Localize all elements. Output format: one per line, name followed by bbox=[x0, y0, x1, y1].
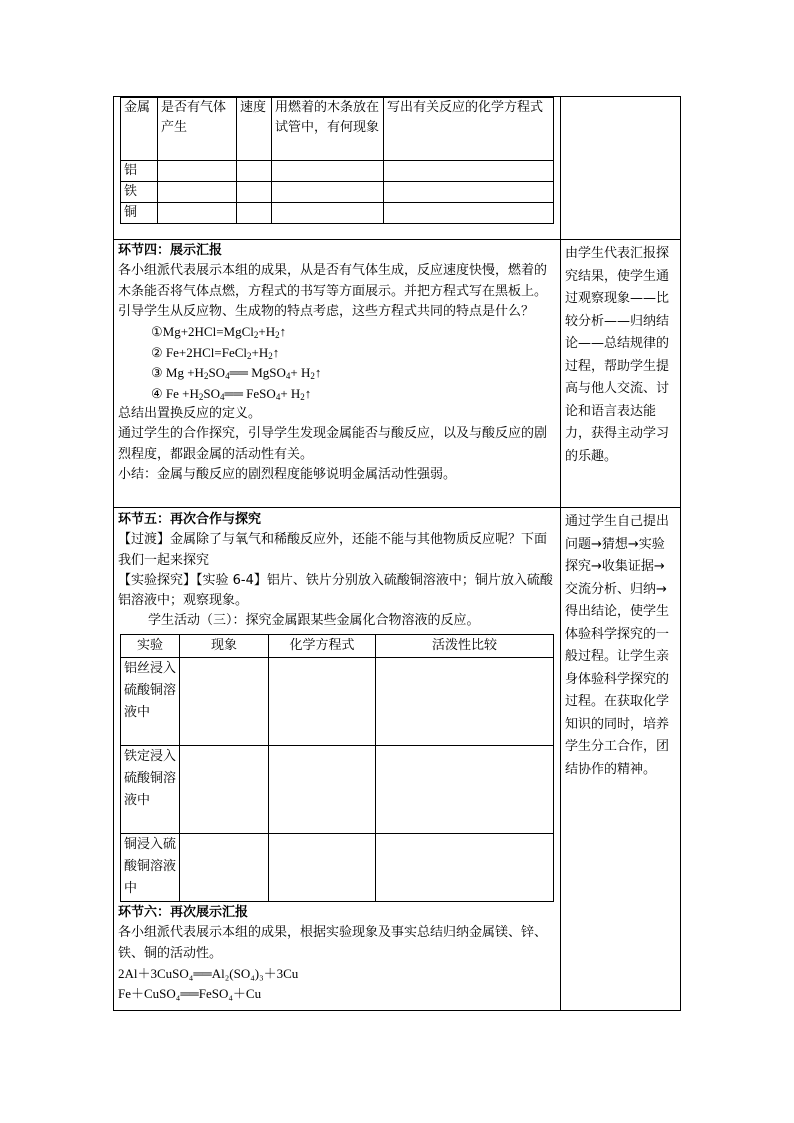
section-5-note: 通过学生自己提出问题→猜想→实验探究→收集证据→交流分析、归纳→得出结论，使学生体验科学探究的一般过程。让学生亲身体验科学探究的过程。在获取化学知识的同时，培养学生分工合作，团结协作的精神。 bbox=[565, 514, 670, 777]
row-label-cu: 铜 bbox=[121, 203, 158, 224]
experiment-text: 【实验探究】【实验 6-4】铝片、铁片分别放入硫酸铜溶液中；铜片放入硫酸铝溶液中；观察现象。 bbox=[118, 572, 553, 609]
lesson-plan-table bbox=[113, 96, 681, 1011]
section-5-title: 环节五：再次合作与探究 bbox=[118, 512, 262, 527]
header-speed: 速度 bbox=[237, 98, 272, 161]
transition-text: 【过渡】金属除了与氧气和稀酸反应外，还能不能与其他物质反应呢？下面我们一起来探究 bbox=[118, 532, 548, 568]
exp-row-2: 铁定浸入硫酸铜溶液中 bbox=[121, 746, 180, 834]
section-6-title: 环节六：再次展示汇报 bbox=[118, 905, 249, 920]
header-gas: 是否有气体产生 bbox=[158, 98, 237, 161]
header-splint: 用燃着的木条放在试管中，有何现象 bbox=[272, 98, 384, 161]
header-activity: 活泼性比较 bbox=[376, 635, 554, 658]
column-divider bbox=[560, 97, 561, 1010]
exp-row-3: 铜浸入硫酸铜溶液中 bbox=[121, 834, 180, 902]
header-metal: 金属 bbox=[121, 98, 158, 161]
equation-fe-cuso4: Fe＋CuSO₄══FeSO₄＋Cu bbox=[118, 986, 262, 1002]
equation-2: ② $Fe+2HCl=FeCl_2+H_2↑$ bbox=[151, 344, 280, 361]
equation-1: $①Mg+2HCl=MgCl_2+H_2↑$ bbox=[151, 324, 287, 341]
cooperation-line: 通过学生的合作探究，引导学生发现金属能否与酸反应，以及与酸反应的剧烈程度，都跟金属的活动性有关。 bbox=[118, 426, 548, 462]
row-divider bbox=[114, 507, 680, 508]
metal-acid-table bbox=[120, 97, 554, 224]
section-6 bbox=[118, 903, 556, 1005]
row-label-fe: 铁 bbox=[121, 182, 158, 203]
equation-list bbox=[118, 322, 556, 404]
equation-al-cuso4: 2Al＋3CuSO₄══Al₂(SO₄)₃＋3Cu bbox=[118, 965, 299, 981]
header-phenomenon: 现象 bbox=[180, 635, 269, 658]
section-4-title: 环节四：展示汇报 bbox=[118, 243, 223, 258]
exp-row-1: 铝丝浸入硫酸铜溶液中 bbox=[121, 658, 180, 746]
header-equation: 化学方程式 bbox=[269, 635, 376, 658]
definition-line: 总结出置换反应的定义。 bbox=[118, 406, 262, 422]
equation-4: ④ $Fe +H_2SO_4══$ FeSO$_4$+ $H_2↑$ bbox=[151, 385, 312, 402]
section-4-paragraph: 各小组派代表展示本组的成果，从是否有气体生成，反应速度快慢，燃着的木条能否将气体点燃，方程式的书写等方面展示。并把方程式写在黑板上。引导学生从反应物、生成物的特点考虑，这些方程式共同的特点是什么？ bbox=[118, 263, 548, 319]
section-4 bbox=[118, 241, 556, 485]
section-6-paragraph: 各小组派代表展示本组的成果，根据实验现象及事实总结归纳金属镁、锌、铁、铜的活动性。 bbox=[118, 925, 548, 961]
equation-3: ③ $Mg +H_2SO_4══$ MgSO$_4$+ $H_2↑$ bbox=[151, 365, 322, 382]
section-5 bbox=[118, 510, 556, 632]
header-equation: 写出有关反应的化学方程式 bbox=[384, 98, 554, 161]
row-divider bbox=[114, 239, 680, 240]
section-4-note: 由学生代表汇报探究结果，使学生通过观察现象——比较分析——归纳结论——总结规律的过程，帮助学生提高与他人交流、讨论和语言表达能力，获得主动学习的乐趣。 bbox=[565, 246, 670, 464]
activity-text: 学生活动（三）：探究金属跟某些金属化合物溶液的反应。 bbox=[148, 613, 480, 629]
metal-salt-table bbox=[120, 634, 554, 902]
row-label-al: 铝 bbox=[121, 161, 158, 182]
summary-line: 小结：金属与酸反应的剧烈程度能够说明金属活动性强弱。 bbox=[118, 467, 457, 483]
header-experiment: 实验 bbox=[121, 635, 180, 658]
